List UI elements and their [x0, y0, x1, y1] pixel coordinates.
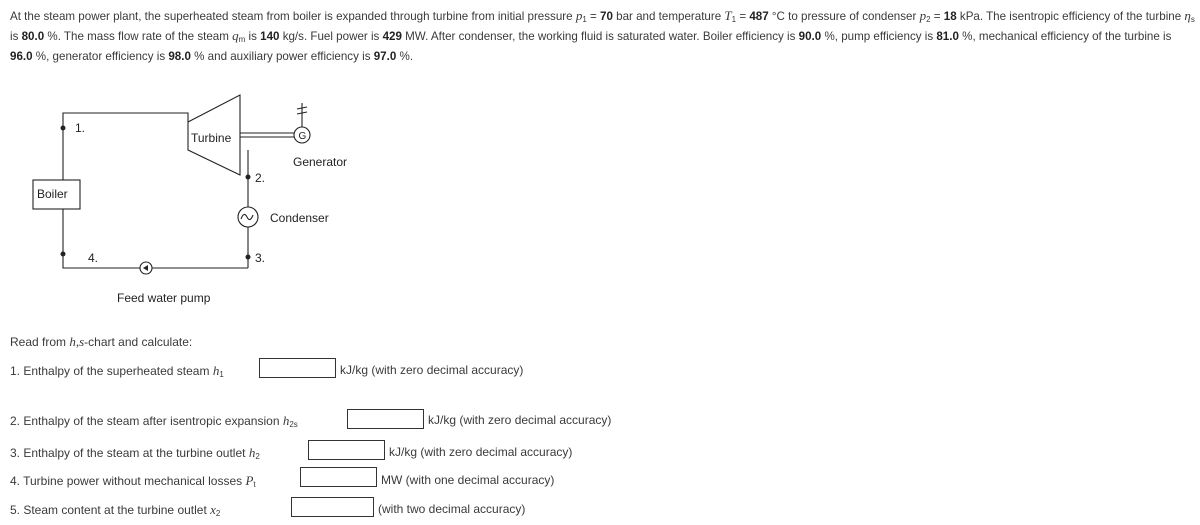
power-plant-diagram — [0, 90, 400, 320]
condenser-circle — [238, 207, 258, 227]
point-4-marker — [61, 252, 66, 257]
point-2-marker — [246, 175, 251, 180]
pressure-1-value: 70 — [600, 10, 613, 23]
generator-label: Generator — [293, 155, 348, 169]
question-1-answer-input[interactable] — [259, 358, 336, 378]
question-5-unit: (with two decimal accuracy) — [378, 502, 526, 516]
pressure-2-symbol: p — [919, 8, 927, 23]
isentropic-efficiency-symbol: η — [1184, 8, 1191, 23]
mass-flow-value: 140 — [260, 30, 280, 44]
point-3-marker — [246, 255, 251, 260]
question-4-answer-input[interactable] — [300, 467, 377, 487]
question-2-unit: kJ/kg (with zero decimal accuracy) — [428, 413, 612, 427]
temperature-1-value: 487 — [749, 10, 769, 23]
question-3-answer-input[interactable] — [308, 440, 385, 460]
point-3-label: 3. — [255, 251, 266, 265]
point-2-label: 2. — [255, 171, 266, 185]
question-5-label: 5. Steam content at the turbine outlet $x_2$ — [10, 502, 221, 518]
pump-efficiency-value: 81.0 — [936, 30, 959, 44]
generator-efficiency-value: 98.0 — [168, 49, 191, 63]
mass-flow-symbol: q — [232, 28, 239, 44]
generator-symbol: G — [298, 131, 307, 142]
isentropic-efficiency-value: 80.0 — [21, 30, 45, 44]
turbine-label: Turbine — [191, 131, 232, 145]
pressure-2-value: 18 — [943, 10, 957, 23]
pressure-1-symbol: p — [575, 8, 583, 23]
question-1-unit: kJ/kg (with zero decimal accuracy) — [340, 363, 524, 377]
problem-statement: At the steam power plant, the superheated steam from boiler is expanded through turbine from initial pressure $p_1 = 70$ bar and temperature $T_1 = 487$ °C to pressure of condenser $p_2 = 18$ kPa. The isentropic efficiency of the turbine $\eta_s$ is 80.0 %. The mass flow rate of the steam $q_m$ is 140 kg/s. Fuel power is 429 MW. After condenser, the working fluid is saturated water. Boiler efficiency is 90.0 %, pump efficiency is 81.0 %, mechanical efficiency of the turbine is 96.0 %, generator efficiency is 98.0 % and auxiliary power efficiency is 97.0 %. — [10, 8, 1195, 63]
boiler-efficiency-value: 90.0 — [798, 30, 822, 44]
questions-intro: Read from h,s-chart and calculate: — [10, 334, 193, 349]
point-1-label: 1. — [75, 121, 86, 135]
point-1-marker — [61, 126, 66, 131]
question-3-unit: kJ/kg (with zero decimal accuracy) — [389, 445, 573, 459]
mechanical-efficiency-value: 96.0 — [10, 49, 33, 63]
question-2-label: 2. Enthalpy of the steam after isentropic expansion $h_{2s}$ — [10, 413, 298, 429]
boiler-label: Boiler — [37, 187, 68, 201]
pump-label: Feed water pump — [117, 291, 211, 305]
question-4-unit: MW (with one decimal accuracy) — [381, 473, 555, 487]
question-2-answer-input[interactable] — [347, 409, 424, 429]
question-5-answer-input[interactable] — [291, 497, 374, 517]
auxiliary-efficiency-value: 97.0 — [373, 49, 397, 63]
question-3-label: 3. Enthalpy of the steam at the turbine outlet $h_2$ — [10, 445, 260, 461]
point-4-label: 4. — [88, 251, 99, 265]
temperature-1-symbol: T — [724, 8, 732, 23]
fuel-power-value: 429 — [382, 30, 402, 44]
question-1-label: 1. Enthalpy of the superheated steam $h_1$ — [10, 363, 224, 379]
condenser-label: Condenser — [270, 211, 329, 225]
question-4-label: 4. Turbine power without mechanical losses $P_t$ — [10, 473, 256, 489]
